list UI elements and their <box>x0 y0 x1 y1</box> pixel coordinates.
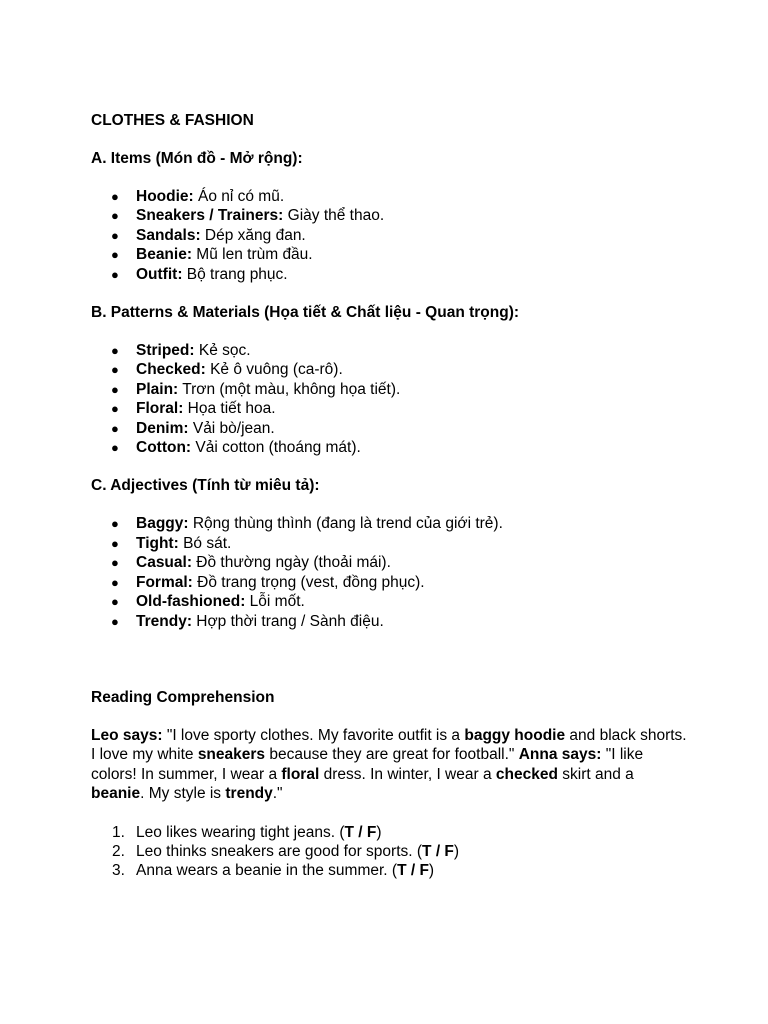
reading-heading: Reading Comprehension <box>91 688 275 706</box>
list-item <box>91 514 691 533</box>
term: Beanie: <box>136 246 192 264</box>
question-number: 3. <box>112 862 125 880</box>
definition: Bộ trang phục. <box>182 265 288 283</box>
passage-keyword: beanie <box>91 785 141 803</box>
bullet-icon: ● <box>111 343 119 359</box>
definition: Mũ len trùm đầu. <box>192 246 313 264</box>
document-page <box>91 111 691 881</box>
definition: Họa tiết hoa. <box>183 400 276 418</box>
passage-text: skirt and a <box>557 765 634 783</box>
question-item <box>91 842 691 861</box>
list-item <box>91 553 691 572</box>
definition: Áo nỉ có mũ. <box>193 188 285 205</box>
term: Tight: <box>136 534 179 552</box>
list-item <box>91 206 691 225</box>
term: Plain: <box>136 380 179 398</box>
question-number: 1. <box>112 823 125 841</box>
list-item <box>91 534 691 553</box>
bullet-icon: ● <box>111 266 119 282</box>
passage-text: ." <box>272 785 283 803</box>
passage-keyword: floral <box>281 765 320 783</box>
definition: Kẻ sọc. <box>194 342 251 360</box>
term: Sneakers / Trainers: <box>136 207 284 225</box>
term: Old-fashioned: <box>136 593 246 611</box>
bullet-icon: ● <box>111 440 119 456</box>
list-item <box>91 419 691 438</box>
list-item <box>91 612 691 631</box>
question-item <box>91 861 691 880</box>
definition: Bó sát. <box>178 534 232 552</box>
bullet-icon: ● <box>111 594 119 610</box>
term: Outfit: <box>136 265 183 283</box>
passage-keyword: sneakers <box>197 746 266 764</box>
question-text: Leo thinks sneakers are good for sports. ( <box>136 842 423 860</box>
true-false-answer: T / F <box>344 823 377 841</box>
question-text: Anna wears a beanie in the summer. ( <box>136 862 398 880</box>
list-item <box>91 573 691 592</box>
list-item <box>91 438 691 457</box>
question-close-paren: ) <box>376 823 382 841</box>
definition: Giày thể thao. <box>283 207 385 225</box>
section-heading-patterns: B. Patterns & Materials (Họa tiết & Chất liệu - Quan trọng): <box>91 304 520 322</box>
definition: Đồ thường ngày (thoải mái). <box>192 554 391 572</box>
definition: Dép xăng đan. <box>200 226 306 244</box>
term: Floral: <box>136 400 184 418</box>
passage-text: . My style is <box>140 785 226 803</box>
adjectives-list <box>91 514 691 630</box>
definition: Trơn (một màu, không họa tiết). <box>178 380 401 398</box>
term: Cotton: <box>136 439 192 457</box>
bullet-icon: ● <box>111 555 119 571</box>
true-false-answer: T / F <box>397 862 429 880</box>
passage-keyword: Leo says: <box>91 726 163 744</box>
passage-text: because they are great for football." <box>265 746 519 764</box>
question-close-paren: ) <box>453 842 460 860</box>
list-item <box>91 592 691 611</box>
definition: Rộng thùng thình (đang là trend của giới trẻ). <box>188 515 503 533</box>
bullet-icon: ● <box>111 420 119 436</box>
passage-keyword: baggy hoodie <box>464 726 566 744</box>
passage-text: and black shorts. I love my white <box>91 726 687 764</box>
list-item <box>91 187 691 206</box>
term: Baggy: <box>136 515 189 533</box>
list-item <box>91 245 691 264</box>
definition: Kẻ ô vuông (ca-rô). <box>205 361 343 379</box>
bullet-icon: ● <box>111 227 119 243</box>
passage-text: dress. In winter, I wear a <box>319 765 496 783</box>
section-heading-adjectives: C. Adjectives (Tính từ miêu tả): <box>91 477 320 495</box>
list-item <box>91 265 691 284</box>
question-list <box>91 823 691 881</box>
section-heading-items: A. Items (Món đồ - Mở rộng): <box>91 150 303 167</box>
question-number: 2. <box>112 842 125 860</box>
term: Sandals: <box>136 226 201 244</box>
definition: Đồ trang trọng (vest, đồng phục). <box>192 573 425 591</box>
definition: Vải cotton (thoáng mát). <box>191 439 361 457</box>
bullet-icon: ● <box>111 516 119 532</box>
true-false-answer: T / F <box>422 842 454 860</box>
passage-text: "I love sporty clothes. My favorite outfit is a <box>162 726 465 744</box>
list-item <box>91 380 691 399</box>
term: Formal: <box>136 573 193 591</box>
question-close-paren: ) <box>428 862 435 880</box>
list-item <box>91 341 691 360</box>
items-list <box>91 187 691 284</box>
definition: Lỗi mốt. <box>245 593 305 611</box>
question-text: Leo likes wearing tight jeans. ( <box>136 823 345 841</box>
list-item <box>91 360 691 379</box>
question-item <box>91 823 691 842</box>
definition: Hợp thời trang / Sành điệu. <box>191 612 384 630</box>
list-item <box>91 226 691 245</box>
bullet-icon: ● <box>111 535 119 551</box>
term: Trendy: <box>136 612 192 630</box>
term: Hoodie: <box>136 188 194 205</box>
bullet-icon: ● <box>111 401 119 417</box>
term: Denim: <box>136 419 189 437</box>
bullet-icon: ● <box>111 613 119 629</box>
bullet-icon: ● <box>111 247 119 263</box>
passage-keyword: checked <box>495 765 558 783</box>
bullet-icon: ● <box>111 189 119 204</box>
reading-passage <box>91 726 691 804</box>
list-item <box>91 399 691 418</box>
patterns-list <box>91 341 691 457</box>
definition: Vải bò/jean. <box>188 419 275 437</box>
term: Checked: <box>136 361 206 379</box>
document-title: CLOTHES & FASHION <box>91 112 254 129</box>
passage-keyword: trendy <box>225 785 273 803</box>
bullet-icon: ● <box>111 381 119 397</box>
bullet-icon: ● <box>111 208 119 224</box>
passage-keyword: Anna says: <box>518 746 602 764</box>
passage-text: "I like colors! In summer, I wear a <box>91 746 644 783</box>
bullet-icon: ● <box>111 362 119 378</box>
term: Casual: <box>136 554 192 572</box>
bullet-icon: ● <box>111 574 119 590</box>
term: Striped: <box>136 342 195 360</box>
